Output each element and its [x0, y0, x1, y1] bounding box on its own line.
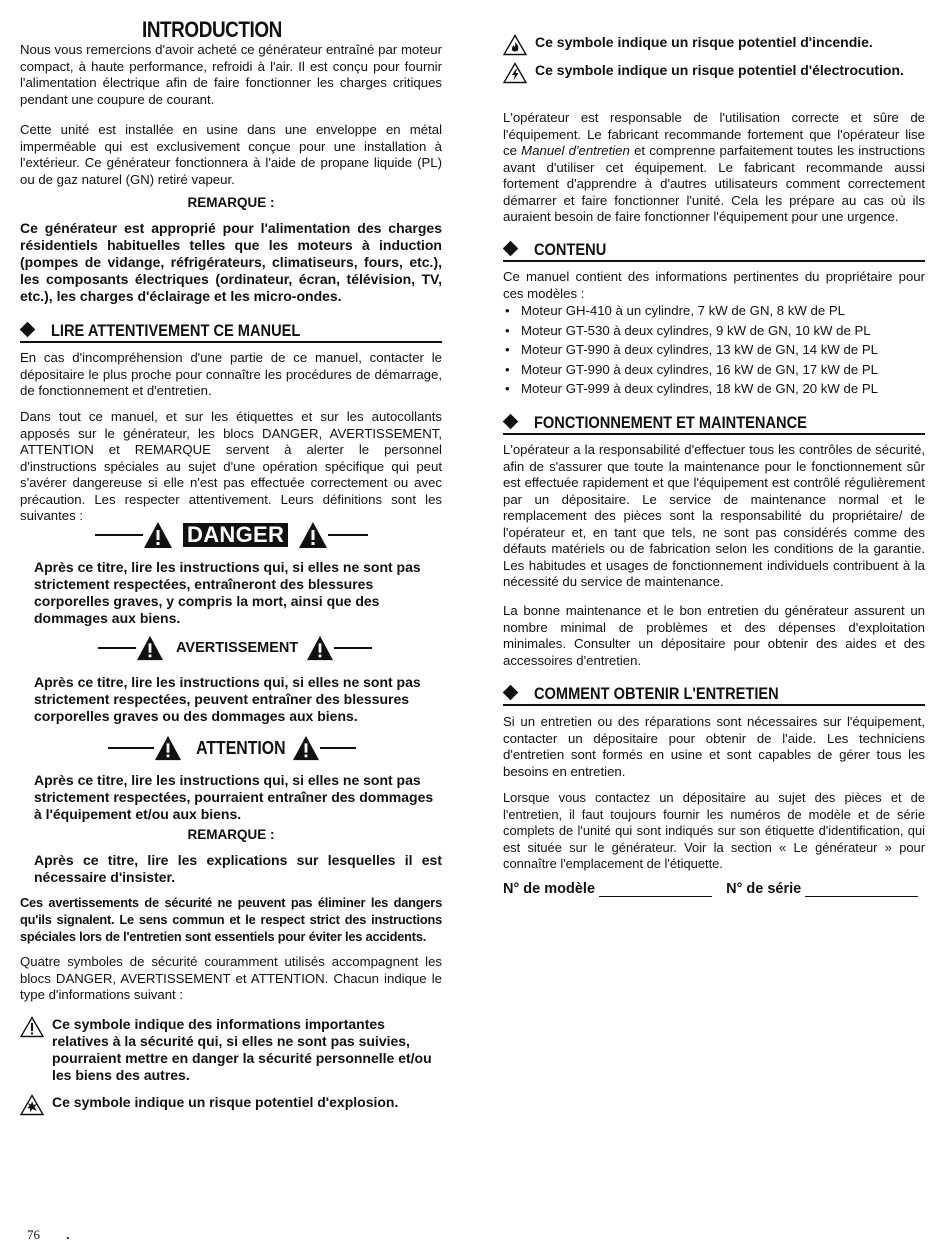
- symbols-intro: Quatre symboles de sécurité couramment utilisés accompagnent les blocs DANGER, AVERTISSEMENT et ATTENTION. Chacun indique le type d'informations suivant :: [20, 954, 442, 1002]
- operation-paragraph-2: La bonne maintenance et le bon entretien du générateur assurent un nombre minimal de problèmes et des dépenses d'exploitation minimales. Consulter un dépositaire pour obtenir des aides et des accessoires d'entretien.: [503, 603, 925, 668]
- warning-triangle-icon: [143, 521, 173, 549]
- symbol-shock-text: Ce symbole indique un risque potentiel d'électrocution.: [535, 62, 904, 78]
- warning-triangle-icon: [136, 635, 164, 661]
- read-paragraph-2: Dans tout ce manuel, et sur les étiquettes et sur les autocollants apposés sur le générateur, les blocs DANGER, AVERTISSEMENT, ATTENTION et REMARQUE servent à alerter le personnel d'instructions spéciales au sujet d'une opération spécifique qui peut s'avérer dangereuse si elle n'est pas effectuée correctement ou avec précaution. Les respecter attentivement. Leurs définitions sont les suivantes :: [20, 409, 442, 523]
- service-paragraph-2: Lorsque vous contactez un dépositaire au sujet des pièces et de l'entretien, il faut toujours fournir les numéros de modèle et de série complets de l'unité qui sont indiqués sur son étiquette d'identification, qui est située sur le générateur. Voir la section « Le générateur » pour connaître l'emplacement de l'étiquette.: [503, 790, 925, 871]
- section-heading-service: COMMENT OBTENIR L'ENTRETIEN: [503, 684, 925, 706]
- symbol-explosion-row: [20, 1094, 442, 1116]
- electric-shock-icon: [503, 62, 527, 84]
- operator-paragraph: L'opérateur est responsable de l'utilisation correcte et sûre de l'équipement. Le fabricant recommande fortement que l'opérateur lise ce Manuel d'entretien et comprenne parfaitement toutes les instructions avant d'utiliser cet équipement. Le fabricant recommande aussi fortement d'apprendre à d'autres utilisateurs comment correctement démarrer et faire fonctionner l'unité. Cela les prépare au cas où ils auraient besoin de faire fonctionner l'équipement pour une urgence.: [503, 110, 926, 224]
- warning-triangle-icon: [306, 635, 334, 661]
- danger-signal-word: [95, 520, 368, 550]
- model-number-label: N° de modèle: [503, 881, 596, 897]
- explosion-icon: [20, 1094, 44, 1116]
- diamond-bullet-icon: [503, 414, 519, 430]
- warning-triangle-icon: [298, 521, 328, 549]
- symbol-fire-text: Ce symbole indique un risque potentiel d'incendie.: [535, 34, 873, 50]
- danger-text: Après ce titre, lire les instructions qui, si elles ne sont pas strictement respectées, entraîneront des blessures corporelles graves, y compris la mort, ainsi que des dommages aux biens.: [34, 559, 421, 626]
- diamond-bullet-icon: [20, 322, 36, 338]
- operation-paragraph-1: L'opérateur a la responsabilité d'effectuer tous les contrôles de sécurité, afin de s'assurer que toute la maintenance pour le fonctionnement sûr est effectuée rapidement et que l'équipement est contrôlé régulièrement par un dépositaire. Le service de maintenance normal et le remplacement des pièces sont la responsabilité du propriétaire/ de l'opérateur et, en tant que tels, ne sont pas considérés comme des défauts matériels ou de fabrication selon les conditions de la garantie. Les habitudes et usages de fonctionnement individuels contribuent à la nécessité du service de maintenance.: [503, 442, 925, 589]
- identification-fields: [503, 881, 925, 897]
- manual-title-italic: Manuel d'entretien: [521, 143, 630, 158]
- remarque-text: Ce générateur est approprié pour l'alimentation des charges résidentiels habituelles telles que les moteurs à induction (pompes de vidange, réfrigérateurs, climatiseurs, fours, etc.), les composants électriques (ordinateur, écran, télévision, TV, etc.), les charges d'éclairage et les micro-ondes.: [20, 220, 442, 304]
- page-title: INTRODUCTION: [142, 17, 282, 42]
- model-list: [503, 301, 925, 399]
- list-item: • Moteur GT-999 à deux cylindres, 18 kW de GN, 20 kW de PL: [503, 379, 925, 399]
- contents-paragraph: Ce manuel contient des informations pertinentes du propriétaire pour ces modèles :: [503, 269, 925, 301]
- read-paragraph-1: En cas d'incompréhension d'une partie de ce manuel, contacter le dépositaire le plus proche pour connaître les procédures de démarrage, de fonctionnement et d'entretien.: [20, 350, 442, 398]
- service-paragraph-1: Si un entretien ou des réparations sont nécessaires sur l'équipement, contacter un dépositaire pour obtenir de l'aide. Les techniciens d'entretien sont formés en usine et sont capables de gérer tous les besoins en entretien.: [503, 714, 925, 779]
- caution-text: Après ce titre, lire les instructions qui, si elles ne sont pas strictement respectées, pourraient entraîner des dommages à l'équipement et/ou aux biens.: [34, 772, 434, 822]
- warning-text: Après ce titre, lire les instructions qui, si elles ne sont pas strictement respectées, peuvent entraîner des blessures corporelles graves ou des dommages aux biens.: [34, 674, 421, 724]
- warning-label: AVERTISSEMENT: [176, 640, 299, 656]
- intro-paragraph-2: Cette unité est installée en usine dans une enveloppe en métal imperméable qui est exclusivement conçue pour une installation à l'extérieur. Ce générateur fonctionnera à l'aide de propane liquide (PL) ou de gaz naturel (GN) retiré vapeur.: [20, 122, 442, 187]
- list-item: • Moteur GT-990 à deux cylindres, 16 kW de GN, 17 kW de PL: [503, 360, 925, 380]
- model-number-field[interactable]: [599, 882, 712, 897]
- fire-icon: [503, 34, 527, 56]
- safety-bold-paragraph: Ces avertissements de sécurité ne peuvent pas éliminer les dangers qu'ils signalent. Le sens commun et le respect strict des instructions spéciales lors de l'entretien sont essentiels pour éviter les accidents.: [20, 895, 442, 944]
- remarque-heading: REMARQUE :: [187, 195, 275, 210]
- diamond-bullet-icon: [503, 685, 519, 701]
- page-number: 76: [27, 1227, 40, 1242]
- symbol-info-text: Ce symbole indique des informations importantes relatives à la sécurité qui, si elles ne sont pas suivies, pourraient mettre en danger la sécurité personnelle et/ou les biens des autres.: [52, 1016, 432, 1083]
- warning-triangle-icon: [154, 735, 182, 761]
- remarque2-heading: REMARQUE :: [187, 827, 275, 842]
- serial-number-label: N° de série: [726, 881, 802, 897]
- safety-alert-icon: [20, 1016, 44, 1038]
- page-footer-dot: .: [66, 1227, 70, 1242]
- warning-signal-word: [98, 634, 372, 662]
- symbol-explosion-text: Ce symbole indique un risque potentiel d'explosion.: [52, 1094, 399, 1110]
- caution-signal-word: [108, 734, 356, 762]
- caution-label: ATTENTION: [196, 737, 286, 758]
- section-heading-operation: FONCTIONNEMENT ET MAINTENANCE: [503, 413, 925, 435]
- remarque2-text: Après ce titre, lire les explications sur lesquelles il est nécessaire d'insister.: [34, 852, 442, 885]
- intro-paragraph-1: Nous vous remercions d'avoir acheté ce générateur entraîné par moteur compact, à haute performance, refroidi à l'air. Il est conçu pour fournir l'alimentation électrique afin de faire fonctionner les charges critiques pendant une coupure de courant.: [20, 42, 442, 107]
- symbol-shock-row: [503, 62, 908, 84]
- list-item: • Moteur GT-530 à deux cylindres, 9 kW de GN, 10 kW de PL: [503, 321, 925, 341]
- serial-number-field[interactable]: [805, 882, 918, 897]
- list-item: • Moteur GT-990 à deux cylindres, 13 kW de GN, 14 kW de PL: [503, 340, 925, 360]
- diamond-bullet-icon: [503, 241, 519, 257]
- symbol-fire-row: [503, 34, 925, 56]
- danger-label: DANGER: [183, 523, 288, 547]
- section-heading-read-manual: LIRE ATTENTIVEMENT CE MANUEL: [20, 321, 442, 343]
- warning-triangle-icon: [292, 735, 320, 761]
- symbol-info-row: [20, 1016, 442, 1084]
- section-heading-contents: CONTENU: [503, 240, 925, 262]
- list-item: • Moteur GH-410 à un cylindre, 7 kW de GN, 8 kW de PL: [503, 301, 925, 321]
